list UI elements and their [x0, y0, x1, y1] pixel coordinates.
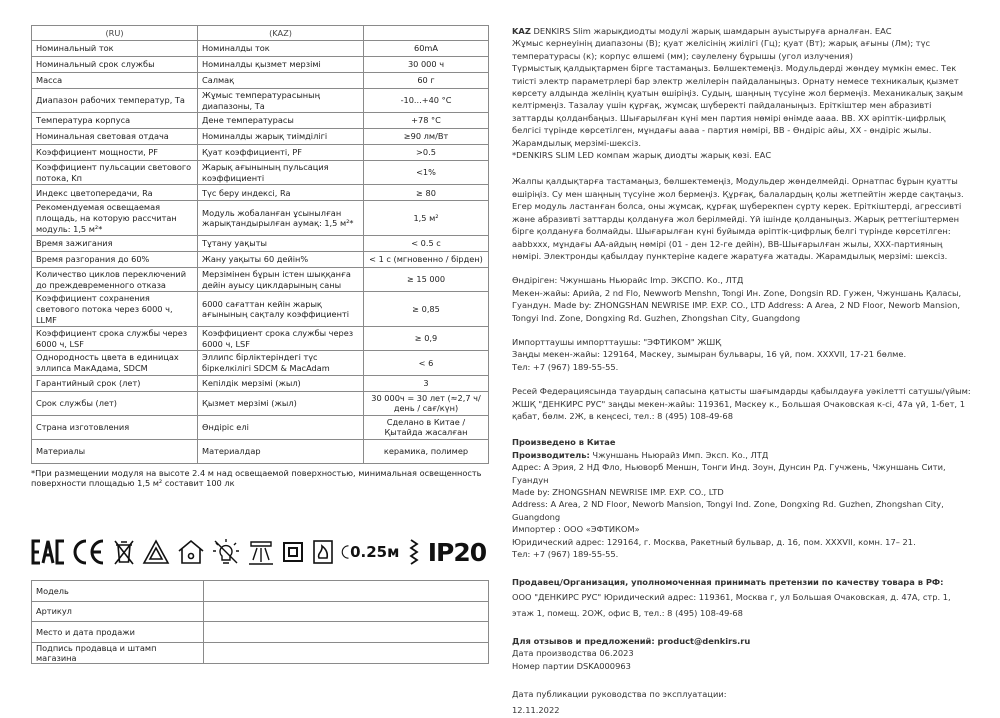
- spec-value: 1,5 м²: [364, 201, 489, 236]
- batch-number: Номер партии DSKA000963: [512, 660, 631, 671]
- sale-info-row: [32, 622, 489, 643]
- spec-table-row: [32, 292, 489, 327]
- sale-info-label: Артикул: [32, 601, 204, 622]
- spec-value: +78 °С: [364, 113, 489, 129]
- spec-table-row: [32, 351, 489, 375]
- spec-table-row: [32, 268, 489, 292]
- spec-table-body: [32, 26, 489, 464]
- spec-name-kaz: Жұмыс температурасының диапазоны, Та: [198, 89, 364, 113]
- indoor-use-house-icon: [176, 536, 206, 568]
- production-date: Дата производства 06.2023: [512, 648, 634, 659]
- sale-info-body: [32, 581, 489, 664]
- spec-name-kaz: Қуат коэффициенті, PF: [198, 145, 364, 161]
- spec-name-ru: Материалы: [32, 439, 198, 463]
- made-in-title: Произведено в Китае: [512, 437, 616, 448]
- made-by: Made by: ZHONGSHAN NEWRISE IMP. EXP. CO., LTD: [512, 487, 724, 497]
- spec-table-row: [32, 201, 489, 236]
- address-en: Address: A Area, 2 ND Floor, Neworb Mansion, Tongyi Ind. Zone, Dongxing Rd. Guzhen, Zhongshan City, Guangdong: [512, 499, 944, 522]
- importer: Импортер : ООО «ЭФТИКОМ»: [512, 524, 640, 535]
- spec-value: < 1 с (мгновенно / бірден): [364, 252, 489, 268]
- spec-name-kaz: Салмақ: [198, 73, 364, 89]
- spec-value: <1%: [364, 161, 489, 185]
- publication-label: Дата публикации руководства по эксплуатации:: [512, 689, 727, 700]
- spec-table-row: [32, 161, 489, 185]
- kaz-intro: [512, 25, 974, 161]
- spec-value: Сделано в Китае / Қытайда жасалған: [364, 415, 489, 439]
- spec-table-row: [32, 89, 489, 113]
- spec-name-kaz: 6000 сағаттан кейін жарық ағынының сақталу коэффициенті: [198, 292, 364, 327]
- publication-date: 12.11.2022: [512, 705, 560, 716]
- spec-value: 30 000 ч: [364, 57, 489, 73]
- ip20-rating: [428, 536, 486, 568]
- producer-line: [512, 449, 974, 461]
- spec-value: < 6: [364, 351, 489, 375]
- spec-name-ru: Масса: [32, 73, 198, 89]
- spec-name-kaz: Түс беру индексі, Ra: [198, 185, 364, 201]
- spec-name-ru: Коэффициент пульсации светового потока, Kп: [32, 161, 198, 185]
- spec-table-row: [32, 391, 489, 415]
- kaz-led-note: *DENKIRS SLIM LED компам жарық диодты жарық көзі. ЕАС: [512, 150, 772, 161]
- crossed-bin-icon: [112, 536, 136, 568]
- ru-seller-block: [512, 576, 974, 620]
- spec-name-ru: Номинальная световая отдача: [32, 129, 198, 145]
- right-column: [512, 25, 974, 718]
- spec-name-kaz: Кепілдік мерзімі (жыл): [198, 375, 364, 391]
- ip-rating-label: IP20: [427, 537, 487, 567]
- spec-value: 3: [364, 375, 489, 391]
- eac-mark-icon: [31, 536, 65, 568]
- spec-name-ru: Гарантийный срок (лет): [32, 375, 198, 391]
- spec-header-cell: (KAZ): [198, 26, 364, 41]
- spec-value: 60 г: [364, 73, 489, 89]
- spec-name-kaz: Мерзімінен бұрын істен шыққанға дейін ауысу циклдарының саны: [198, 268, 364, 292]
- sale-info-entry-field[interactable]: [204, 581, 489, 602]
- spec-header-cell: [364, 26, 489, 41]
- spec-name-kaz: Өндіріс елі: [198, 415, 364, 439]
- spec-value: ≥ 0,9: [364, 327, 489, 351]
- protection-class-square-icon: [281, 536, 305, 568]
- spec-table-row: [32, 327, 489, 351]
- spec-name-ru: Количество циклов переключений до преждевременного отказа: [32, 268, 198, 292]
- spec-name-ru: Коэффициент сохранения светового потока через 6000 ч, LLMF: [32, 292, 198, 327]
- sale-info-row: [32, 642, 489, 663]
- spec-name-kaz: Жарық ағынының пульсация коэффициенті: [198, 161, 364, 185]
- spec-name-ru: Время разгорания до 60%: [32, 252, 198, 268]
- spec-name-kaz: Коэффициент срока службы через 6000 ч, LSF: [198, 327, 364, 351]
- distance-label: 0.25м: [350, 543, 400, 561]
- certification-icons-row: [31, 536, 486, 568]
- spec-value: < 0.5 с: [364, 236, 489, 252]
- importer-phone: Тел: +7 (967) 189-55-55.: [512, 549, 619, 560]
- minimum-distance-mark: [341, 536, 399, 568]
- spec-name-kaz: Материалдар: [198, 439, 364, 463]
- spec-name-kaz: Модуль жобаланған ұсынылған жарықтандырылған аумақ: 1,5 м²*: [198, 201, 364, 236]
- spec-value: ≥90 лм/Вт: [364, 129, 489, 145]
- spec-table-row: [32, 73, 489, 89]
- spec-table-row: [32, 113, 489, 129]
- spec-name-kaz: Эллипс бірліктеріндегі түс біркелкілігі SDCM & MacAdam: [198, 351, 364, 375]
- spec-table-row: [32, 185, 489, 201]
- publication-block: [512, 686, 974, 718]
- kaz-parameters: Жұмыс кернеуінің диапазоны (В); қуат желісінің жиілігі (Гц); қуат (Вт); жарық ағыны (Лм); түс температурасы (к); корпус өлшемі (мм); сәулелену бұрышы (угол излучения): [512, 38, 931, 61]
- ru-producer-block: [512, 436, 974, 560]
- spec-table-row: [32, 145, 489, 161]
- spec-name-ru: Время зажигания: [32, 236, 198, 252]
- footnote: *При размещении модуля на высоте 2.4 м над освещаемой поверхностью, минимальная освещенность поверхности площадью 1,5 м² составит 100 лк: [31, 467, 482, 489]
- temperature-resistance-icon: [406, 536, 422, 568]
- spec-table-header-row: [32, 26, 489, 41]
- spec-name-ru: Номинальный срок службы: [32, 57, 198, 73]
- spec-value: ≥ 0,85: [364, 292, 489, 327]
- producer-label: Производитель:: [512, 449, 590, 460]
- spec-value: 30 000ч = 30 лет (≈2,7 ч/день / сағ/күн): [364, 391, 489, 415]
- sale-info-entry-field[interactable]: [204, 642, 489, 663]
- spec-table: [31, 25, 489, 464]
- sale-info-row: [32, 581, 489, 602]
- sale-info-label: Место и дата продажи: [32, 622, 204, 643]
- spec-name-ru: Однородность цвета в единицах эллипса МакАдама, SDCM: [32, 351, 198, 375]
- spec-table-row: [32, 375, 489, 391]
- spec-name-kaz: Жану уақыты 60 дейін%: [198, 252, 364, 268]
- spec-table-row: [32, 252, 489, 268]
- spec-value: ≥ 15 000: [364, 268, 489, 292]
- spec-name-kaz: Номиналды жарық тиімділігі: [198, 129, 364, 145]
- spec-name-ru: Диапазон рабочих температур, Та: [32, 89, 198, 113]
- spec-value: >0.5: [364, 145, 489, 161]
- spec-name-kaz: Тұтану уақыты: [198, 236, 364, 252]
- fire-safe-surface-icon: [311, 536, 335, 568]
- spec-name-kaz: Номиналды қызмет мерзімі: [198, 57, 364, 73]
- kaz-intro-text: DENKIRS Slim жарықдиодты модулі жарық шамдарын ауыстыруға арналған. ЕАС: [530, 26, 892, 36]
- spec-table-row: [32, 439, 489, 463]
- spec-table-row: [32, 41, 489, 57]
- spec-name-ru: Коэффициент срока службы через 6000 ч, LSF: [32, 327, 198, 351]
- kaz-manufacturer: Өндіріген: Чжуншань Ньюрайс Imp. ЭКСПО. Ко., ЛТД Мекен-жайы: Арийа, 2 nd Flo, Newworb Menshn, Tongi Ин. Zone, Dongsin RD. Гужен, Чжуншань Қаласы, Гуандун. Made by: ZHONGSHAN NEWRISE IMP. EXP. CO., LTD Address: A Area, 2 ND Floor, Neworb Mansion, Tongyi Ind. Zone, Dongxing Rd. Guzhen, Zhongshan City, Guangdong: [512, 275, 962, 323]
- spec-name-kaz: Қызмет мерзімі (жыл): [198, 391, 364, 415]
- spec-value: 60mA: [364, 41, 489, 57]
- spec-name-ru: Срок службы (лет): [32, 391, 198, 415]
- spec-table-row: [32, 129, 489, 145]
- spec-table-row: [32, 415, 489, 439]
- sale-info-label: Подпись продавца и штамп магазина: [32, 642, 204, 663]
- sale-info-entry-field[interactable]: [204, 601, 489, 622]
- spec-header-cell: (RU): [32, 26, 198, 41]
- feedback-title: Для отзывов и предложений: product@denkirs.ru: [512, 635, 751, 646]
- feedback-block: [512, 635, 974, 672]
- sale-info-row: [32, 601, 489, 622]
- sale-info-label: Модель: [32, 581, 204, 602]
- spec-table-row: [32, 57, 489, 73]
- left-column: [31, 25, 488, 489]
- spec-name-ru: Индекс цветопередачи, Ra: [32, 185, 198, 201]
- spec-value: -10...+40 °С: [364, 89, 489, 113]
- spec-value: керамика, полимер: [364, 439, 489, 463]
- kaz-importer: Импорттаушы импорттаушы: "ЭФТИКОМ" ЖШҚ Заңды мекен-жайы: 129164, Мәскеу, зымыран бульвары, 16 үй, пом. XXXVII, 17-21 бөлме. Тел: +7 (967) 189-55-55.: [512, 336, 907, 372]
- class-ii-insulation-icon: [142, 536, 170, 568]
- spec-name-kaz: Дене температурасы: [198, 113, 364, 129]
- kaz-safety-paragraph: Жалпы қалдықтарға тастамаңыз, бөлшектемеңіз, Модульдер жөнделмейді. Орнатпас бұрын қуатты өшіріңіз. Су мен шаңның түсуіне жол бермеңіз. Құрғақ, балалардың қолы жетпейтін жерде сақтаңыз. Егер модуль ластанған болса, оны жұмсақ, құрғақ шүберекпен сүрту керек. Еріткіштерді, агрессивті және абразивті заттарды қолдануға жол берілмейді. Үй ішінде қолданыңыз. Жарық реттегіштермен бірге қолдануға болмайды. Шығарылған күні буйымда әріптік-цифрлық белгі түрінде көрсетілген: aabbxxx, мұндағы АА-айдың нөмірі (01 - ден 12-ге дейін), ВВ-Шығарылған жылы, ХХХ-партияның нөмірі. Электронды қабылдау пунктеріне кадеге жаратуға жатады. Жарамдылық мерзімі: шексіз.: [512, 176, 964, 261]
- seller-text: ООО "ДЕНКИРС РУС" Юридический адрес: 119361, Москва г, ул Большая Очаковская, д. 47А, стр. 1, этаж 1, помещ. 2ОЖ, офис В, тел.: 8 (495) 108-49-68: [512, 591, 951, 618]
- kaz-brand: KAZ: [512, 26, 531, 36]
- seller-title: Продавец/Организация, уполномоченная принимать претензии по качеству товара в РФ:: [512, 577, 944, 588]
- emitted-light-icon: [247, 536, 275, 568]
- spec-name-kaz: Номиналды ток: [198, 41, 364, 57]
- spec-table-row: [32, 236, 489, 252]
- spec-value: ≥ 80: [364, 185, 489, 201]
- spec-name-ru: Коэффициент мощности, PF: [32, 145, 198, 161]
- ce-mark-icon: [71, 536, 105, 568]
- address-ru: Адрес: А Эрия, 2 НД Фло, Ньюворб Меншн, Тонги Инд. Зоун, Дунсин Рд. Гучжень, Чжуншань Сити, Гуандун: [512, 462, 946, 485]
- spec-name-ru: Рекомендуемая освещаемая площадь, на которую рассчитан модуль: 1,5 м²*: [32, 201, 198, 236]
- spec-name-ru: Страна изготовления: [32, 415, 198, 439]
- spec-name-ru: Номинальный ток: [32, 41, 198, 57]
- half-moon-distance-icon: [341, 539, 350, 565]
- kaz-seller: Ресей Федерациясында тауардың сапасына қатысты шағымдарды қабылдауға уәкілетті сатушы/үйым: ЖШҚ "ДЕНКИРС РУС" заңды мекен-жайы: 119361, Мәскеу к., Большая Очаковская к-сі, 47а үй, 1-бет, 1 қабат, бөлм. 2Ж, в кеңсесі, тел.: 8 (495) 108-49-68: [512, 386, 971, 421]
- kaz-usage-rules: Түрмыстық қалдықтармен бірге тастамаңыз. Бөлшектемеңіз. Модульдерді жөндеу мүмкін емес. Тек тиісті электр параметрлері бар электр желілерін пайдаланыңыз. Орнату немесе техникалық қызмет көрсету алдында желінің қуатын өшіріңіз. Судың, шаңның түсуіне жол бермеңіз. Механикалық зақым келтірмеңіз. Тазалау үшін құрғақ, жұмсақ шүберекті пайдаланыңыз. Еріткіштер мен абразивті заттарды қолданбаңыз. Шығарылған күні мен партия нөмірі өнімде аааа. ВВ. ХХ әріптік-цифрлық белгісі түрінде көрсетілген, мұндағы аааа - партия нөмірі, ВВ - Өндіріс айы, ХХ - өндіріс жылы. Жарамдылық мерзімі-шексіз.: [512, 63, 963, 148]
- legal-address: Юридический адрес: 129164, г. Москва, Ракетный бульвар, д. 16, пом. XXXVII, комн. 17– 21.: [512, 536, 916, 547]
- spec-name-ru: Температура корпуса: [32, 113, 198, 129]
- producer-name: Чжуншань Ньюрайз Имп. Эксп. Ко., ЛТД: [589, 449, 769, 460]
- no-dimmer-lamp-icon: [212, 536, 240, 568]
- sale-info-table: [31, 580, 489, 664]
- sale-info-entry-field[interactable]: [204, 622, 489, 643]
